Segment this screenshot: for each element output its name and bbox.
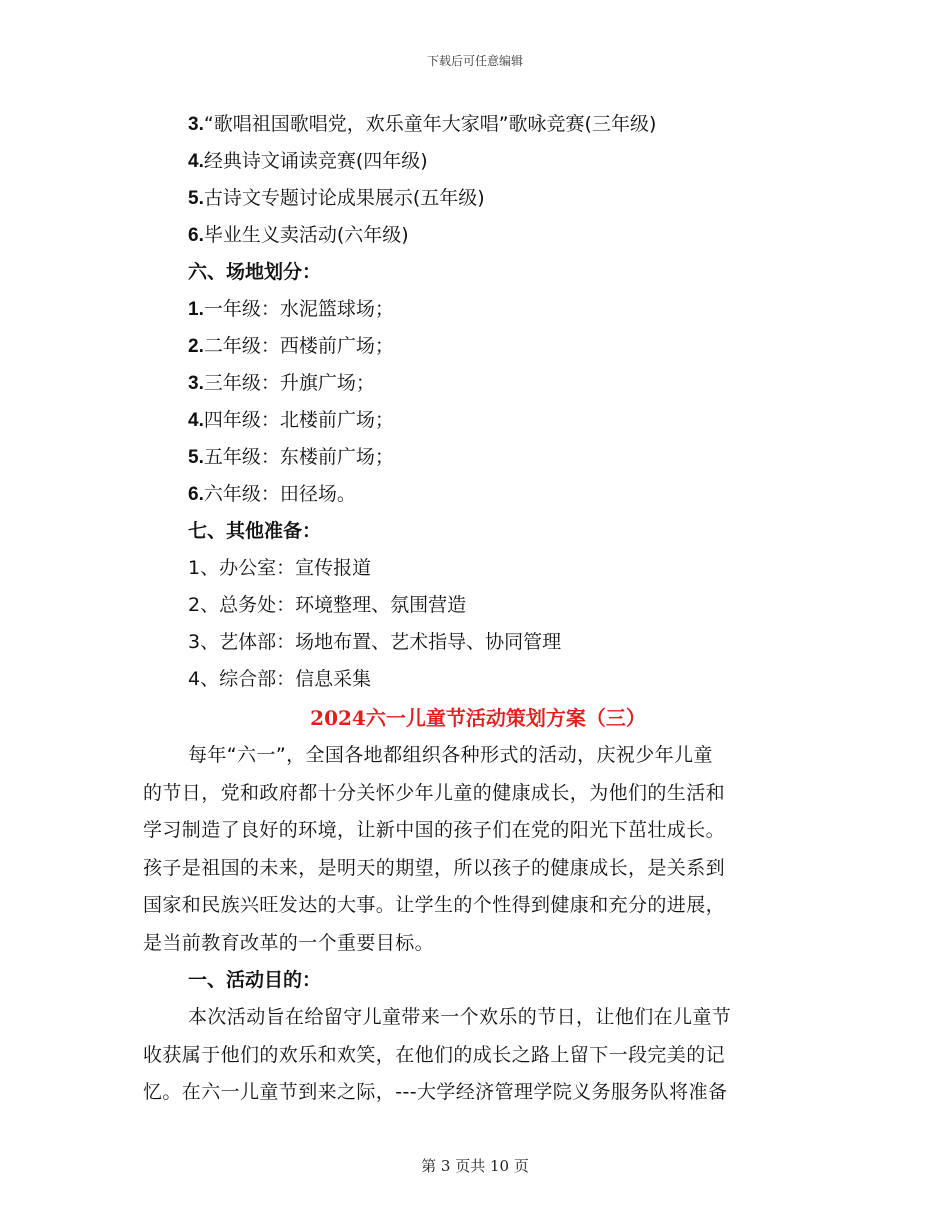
document-body — [143, 106, 813, 1112]
intro-paragraph — [143, 737, 813, 962]
list-text: 四年级：北楼前广场； — [203, 409, 394, 431]
list-text: 古诗文专题讨论成果展示(五年级) — [203, 187, 485, 209]
list-text: 五年级：东楼前广场； — [203, 446, 394, 468]
paragraph-line: 孩子是祖国的未来，是明天的期望，所以孩子的健康成长，是关系到 — [143, 856, 726, 879]
list-number: 4. — [188, 410, 204, 431]
paragraph-line: 是当前教育改革的一个重要目标。 — [143, 931, 435, 954]
list-item: 2、总务处：环境整理、氛围营造 — [188, 594, 467, 616]
paragraph-line: 的节日，党和政府都十分关怀少年儿童的健康成长，为他们的生活和 — [143, 781, 726, 804]
section-heading-venues: 六、场地划分： — [188, 261, 322, 283]
paragraph-line: 国家和民族兴旺发达的大事。让学生的个性得到健康和充分的进展， — [143, 894, 726, 916]
list-item — [143, 217, 813, 254]
list-item — [143, 365, 813, 402]
list-number: 4. — [188, 151, 204, 172]
list-text: 毕业生义卖活动(六年级) — [203, 224, 409, 246]
list-text: 一年级：水泥篮球场； — [203, 298, 394, 320]
list-text: 二年级：西楼前广场； — [203, 335, 394, 357]
page-number: 第 3 页共 10 页 — [421, 1157, 529, 1175]
list-item — [143, 143, 813, 180]
list-number: 5. — [188, 188, 204, 209]
list-number: 2. — [188, 336, 204, 357]
paragraph-line: 忆。在六一儿童节到来之际，---大学经济管理学院义务服务队将准备 — [143, 1081, 728, 1103]
paragraph-line: 收获属于他们的欢乐和欢笑，在他们的成长之路上留下一段完美的记 — [143, 1043, 726, 1066]
section-heading-goal: 一、活动目的： — [188, 969, 322, 991]
list-text: 六年级：田径场。 — [203, 483, 356, 505]
list-item: 4、综合部：信息采集 — [188, 668, 372, 690]
page-header-note: 下载后可任意编辑 — [426, 54, 523, 68]
list-item: 1、办公室：宣传报道 — [188, 557, 372, 579]
list-number: 1. — [188, 299, 204, 320]
list-item — [143, 180, 813, 217]
paragraph-line: 学习制造了良好的环境，让新中国的孩子们在党的阳光下茁壮成长。 — [143, 819, 726, 841]
goal-paragraph — [143, 999, 813, 1112]
document-title: 2024六一儿童节活动策划方案（三） — [310, 706, 646, 730]
list-number: 3. — [188, 373, 204, 394]
list-text: 经典诗文诵读竞赛(四年级) — [203, 150, 428, 172]
list-number: 5. — [188, 447, 204, 468]
paragraph-line: 每年“六一”，全国各地都组织各种形式的活动，庆祝少年儿童 — [188, 744, 713, 766]
list-item — [143, 402, 813, 439]
list-text: 三年级：升旗广场； — [203, 372, 375, 394]
list-item — [143, 439, 813, 476]
list-item — [143, 476, 813, 513]
list-text: “歌唱祖国歌唱党，欢乐童年大家唱”歌咏竞赛(三年级) — [203, 113, 657, 135]
list-number: 6. — [188, 225, 204, 246]
list-item — [143, 291, 813, 328]
list-number: 6. — [188, 484, 204, 505]
section-heading-preparation: 七、其他准备： — [188, 520, 322, 542]
list-item — [143, 106, 813, 143]
list-item: 3、艺体部：场地布置、艺术指导、协同管理 — [188, 631, 562, 653]
paragraph-line: 本次活动旨在给留守儿童带来一个欢乐的节日，让他们在儿童节 — [188, 1006, 732, 1028]
list-number: 3. — [188, 114, 204, 135]
list-item — [143, 328, 813, 365]
